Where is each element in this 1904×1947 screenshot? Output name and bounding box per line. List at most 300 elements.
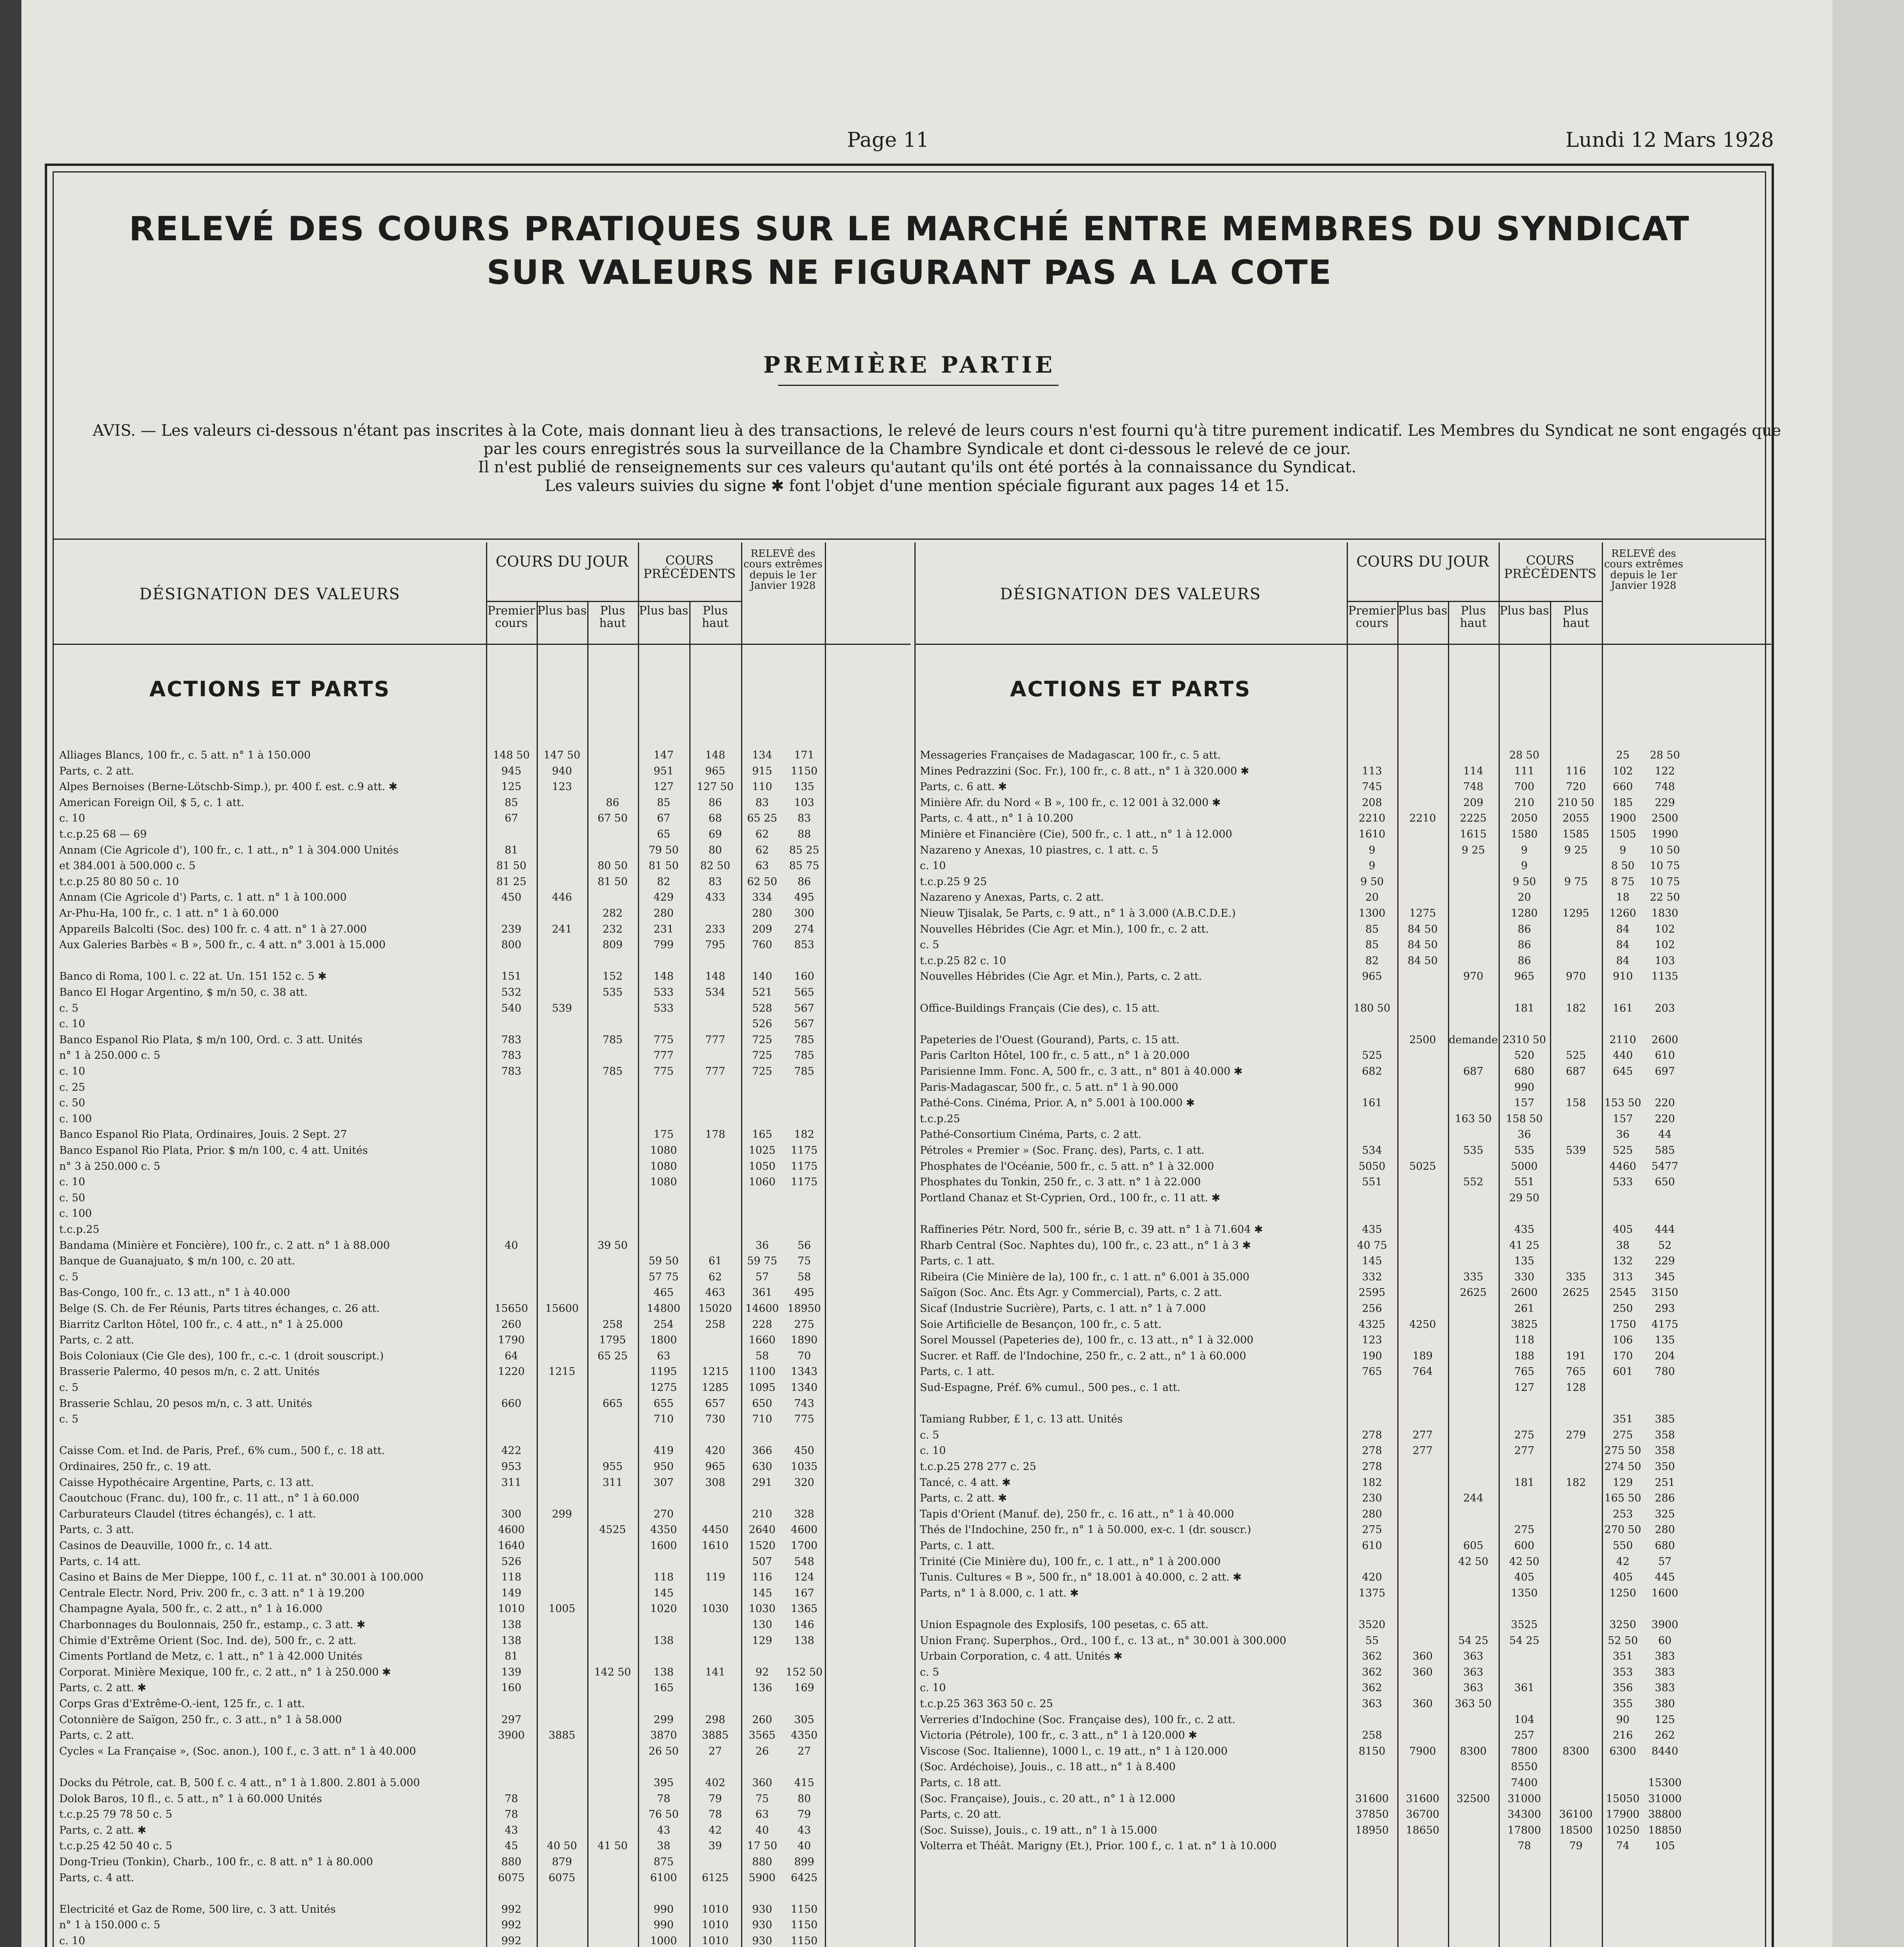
quote-c3: 114 xyxy=(1463,765,1483,777)
table-row xyxy=(54,1097,911,1110)
quote-p2: 730 xyxy=(705,1413,726,1426)
quote-c1: 526 xyxy=(501,1555,521,1568)
quote-r1: 360 xyxy=(752,1777,772,1789)
quote-p2: 720 xyxy=(1566,781,1586,793)
quote-c1: 64 xyxy=(504,1350,518,1362)
quote-r1: 601 xyxy=(1613,1366,1633,1378)
quote-c3: 785 xyxy=(602,1065,623,1077)
table-row xyxy=(914,796,1771,810)
quote-p2: 402 xyxy=(705,1777,726,1789)
quote-r1: 42 xyxy=(1616,1555,1630,1568)
quote-r1: 153 50 xyxy=(1604,1097,1642,1109)
quote-r2: 6425 xyxy=(791,1871,818,1884)
quote-p1: 65 xyxy=(657,828,671,840)
quote-p2: 1295 xyxy=(1562,907,1589,919)
quote-c3: 258 xyxy=(602,1318,623,1331)
table-row xyxy=(54,986,911,999)
security-name: c. 5 xyxy=(920,939,939,951)
security-name: Nazareno y Anexas, 10 piastres, c. 1 att. c. 5 xyxy=(920,844,1159,856)
quote-r1: 170 xyxy=(1613,1350,1633,1362)
quote-p1: 42 50 xyxy=(1509,1555,1539,1568)
quote-p2: 210 50 xyxy=(1557,796,1594,809)
security-name: Office-Buildings Français (Cie des), c. 15 att. xyxy=(920,1002,1160,1014)
page-title xyxy=(54,208,1765,295)
quote-c1: 945 xyxy=(501,765,521,777)
quote-r1: 405 xyxy=(1613,1571,1633,1584)
quote-r1: 645 xyxy=(1613,1065,1633,1077)
header-cours-du-jour: COURS DU JOUR xyxy=(495,553,629,570)
quote-p1: 419 xyxy=(653,1445,674,1457)
quote-c1: 258 xyxy=(1362,1729,1382,1742)
quote-p1: 1195 xyxy=(650,1366,677,1378)
table-row xyxy=(914,1239,1771,1252)
quote-p1: 157 xyxy=(1514,1097,1534,1109)
header-cours-du-jour: COURS DU JOUR xyxy=(1356,553,1489,570)
quote-p1: 85 xyxy=(657,796,671,809)
table-row xyxy=(54,1018,911,1031)
quote-c1: 67 xyxy=(504,812,518,825)
security-name: Brasserie Palermo, 40 pesos m/n, c. 2 att. Unités xyxy=(59,1366,320,1378)
quote-c1: 880 xyxy=(501,1856,521,1868)
quote-p2: 79 xyxy=(708,1792,722,1805)
security-name: Ribeira (Cie Minière de la), 100 fr., c. 1 att. n° 6.001 à 35.000 xyxy=(920,1271,1250,1283)
security-name: t.c.p.25 278 277 c. 25 xyxy=(920,1461,1036,1473)
quote-r1: 165 50 xyxy=(1604,1492,1642,1505)
notice xyxy=(93,422,1781,495)
table-row xyxy=(914,1476,1771,1489)
quote-r2: 262 xyxy=(1655,1729,1675,1742)
quote-p2: 1010 xyxy=(702,1903,729,1915)
quote-c1: 85 xyxy=(1365,923,1379,935)
quote-r1: 62 50 xyxy=(747,875,777,888)
quote-r1: 3565 xyxy=(749,1729,776,1742)
quote-r1: 58 xyxy=(755,1350,769,1362)
quote-r1: 18 xyxy=(1616,891,1630,904)
quote-c1: 123 xyxy=(1362,1334,1382,1347)
quote-p1: 535 xyxy=(1514,1144,1534,1157)
quote-r2: 52 xyxy=(1658,1239,1672,1252)
quote-r1: 507 xyxy=(752,1555,772,1568)
notice-line-3: Il n'est publié de renseignements sur ces valeurs qu'autant qu'ils ont été portés à la connaissance du Syndicat. xyxy=(478,458,1356,477)
security-name: Charbonnages du Boulonnais, 250 fr., estamp., c. 3 att. ✱ xyxy=(59,1619,366,1631)
quote-c2: 15600 xyxy=(545,1303,579,1315)
security-name: Tunis. Cultures « B », 500 fr., n° 18.001 à 40.000, c. 2 att. ✱ xyxy=(920,1571,1242,1584)
table-row xyxy=(54,891,911,904)
table-row xyxy=(54,1618,911,1632)
quote-p1: 257 xyxy=(1514,1729,1534,1742)
quote-r1: 15050 xyxy=(1606,1792,1640,1805)
quote-c2: 241 xyxy=(552,923,572,935)
table-row xyxy=(54,1650,911,1663)
security-name: Messageries Françaises de Madagascar, 100 fr., c. 5 att. xyxy=(920,749,1221,761)
quote-r1: 10250 xyxy=(1606,1824,1640,1836)
security-name: Banco Espanol Rio Plata, Ordinaires, Jouis. 2 Sept. 27 xyxy=(59,1128,347,1141)
quote-p1: 57 75 xyxy=(648,1271,679,1283)
quote-r2: 328 xyxy=(794,1508,814,1520)
quote-c2: 1215 xyxy=(548,1366,576,1378)
quote-r2: 320 xyxy=(794,1476,814,1489)
quote-p1: 951 xyxy=(653,765,674,777)
security-name: Centrale Electr. Nord, Priv. 200 fr., c. 3 att. n° 1 à 19.200 xyxy=(59,1587,365,1599)
quote-p1: 655 xyxy=(653,1397,674,1410)
quote-c1: 1375 xyxy=(1358,1587,1386,1599)
security-name: Appareils Balcolti (Soc. des) 100 fr. c. 4 att. n° 1 à 27.000 xyxy=(59,923,367,935)
table-row xyxy=(54,1634,911,1648)
security-name: Ciments Portland de Metz, c. 1 att., n° 1 à 42.000 Unités xyxy=(59,1650,363,1663)
quote-c3: 363 xyxy=(1463,1666,1483,1678)
security-name: Aux Galeries Barbès « B », 500 fr., c. 4 att. n° 3.001 à 15.000 xyxy=(59,939,386,951)
quote-r2: 1175 xyxy=(791,1176,818,1188)
quote-p2: 182 xyxy=(1566,1476,1586,1489)
table-row xyxy=(54,1397,911,1410)
quote-c1: 208 xyxy=(1362,796,1382,809)
security-name: Brasserie Schlau, 20 pesos m/n, c. 3 att. Unités xyxy=(59,1397,312,1410)
table-row xyxy=(54,1413,911,1426)
security-name: t.c.p.25 42 50 40 c. 5 xyxy=(59,1840,173,1852)
quote-c1: 800 xyxy=(501,939,521,951)
table-row xyxy=(54,1081,911,1094)
security-name: Sorel Moussel (Papeteries de), 100 fr., c. 13 att., n° 1 à 32.000 xyxy=(920,1334,1254,1347)
table-row xyxy=(914,812,1771,825)
quote-r1: 65 25 xyxy=(747,812,777,825)
table-row xyxy=(914,1128,1771,1141)
quote-r2: 146 xyxy=(794,1619,814,1631)
quote-p2: 1585 xyxy=(1562,828,1589,840)
quote-r1: 106 xyxy=(1613,1334,1633,1347)
table-row xyxy=(914,1192,1771,1205)
quote-p2: 777 xyxy=(705,1033,726,1046)
quote-r1: 84 xyxy=(1616,939,1630,951)
table-row xyxy=(54,749,911,762)
quote-c3: 152 xyxy=(602,970,623,983)
table-row xyxy=(914,1176,1771,1189)
table-row xyxy=(914,1492,1771,1505)
security-name: Corps Gras d'Extrême-O.-ient, 125 fr., c. 1 att. xyxy=(59,1698,305,1710)
security-name: Parts, c. 20 att. xyxy=(920,1808,1002,1821)
quote-p1: 395 xyxy=(653,1777,674,1789)
table-row xyxy=(914,1160,1771,1173)
quote-r1: 8 75 xyxy=(1611,875,1635,888)
table-row xyxy=(54,1871,911,1885)
quote-r1: 140 xyxy=(752,970,772,983)
quote-c1: 311 xyxy=(501,1476,521,1489)
security-name: c. 10 xyxy=(59,812,85,825)
quote-c1: 4325 xyxy=(1358,1318,1386,1331)
security-name: Sicaf (Industrie Sucrière), Parts, c. 1 att. n° 1 à 7.000 xyxy=(920,1303,1206,1315)
quote-r2: 204 xyxy=(1655,1350,1675,1362)
quote-p1: 270 xyxy=(653,1508,674,1520)
quote-c1: 31600 xyxy=(1355,1792,1389,1805)
security-name: Tancé, c. 4 att. ✱ xyxy=(920,1476,1011,1489)
quote-r2: 31000 xyxy=(1648,1792,1682,1805)
quote-p2: 78 xyxy=(708,1808,722,1821)
security-name: Alpes Bernoises (Berne-Lötschb-Simp.), pr. 400 f. est. c.9 att. ✱ xyxy=(59,781,398,793)
table-row xyxy=(914,859,1771,873)
quote-c1: 534 xyxy=(1362,1144,1382,1157)
security-name: Parts, c. 18 att. xyxy=(920,1777,1002,1789)
quote-p1: 275 xyxy=(1514,1524,1534,1536)
quote-r1: 250 xyxy=(1613,1303,1633,1315)
quote-r1: 525 xyxy=(1613,1144,1633,1157)
quote-p1: 465 xyxy=(653,1287,674,1299)
quote-p1: 799 xyxy=(653,939,674,951)
quote-p2: 27 xyxy=(708,1745,722,1757)
security-name: Parts, c. 3 att. xyxy=(59,1524,134,1536)
quote-p1: 429 xyxy=(653,891,674,904)
quote-r2: 585 xyxy=(1655,1144,1675,1157)
table-row xyxy=(914,1033,1771,1047)
quote-r2: 4175 xyxy=(1651,1318,1679,1331)
quote-p1: 3870 xyxy=(650,1729,677,1742)
quote-c1: 745 xyxy=(1362,781,1382,793)
security-name: Urbain Corporation, c. 4 att. Unités ✱ xyxy=(920,1650,1122,1663)
quote-c1: 540 xyxy=(501,1002,521,1014)
quote-r1: 660 xyxy=(1613,781,1633,793)
quote-c2: 3885 xyxy=(548,1729,576,1742)
quote-r2: 83 xyxy=(797,812,811,825)
quote-r2: 1175 xyxy=(791,1160,818,1172)
quote-p2: 965 xyxy=(705,765,726,777)
quote-r1: 550 xyxy=(1613,1540,1633,1552)
quote-p1: 9 xyxy=(1521,844,1528,856)
quote-c3: 748 xyxy=(1463,781,1483,793)
quote-c1: 55 xyxy=(1365,1634,1379,1647)
quote-p1: 990 xyxy=(1514,1081,1534,1093)
table-row xyxy=(54,1476,911,1489)
quote-p1: 86 xyxy=(1517,939,1531,951)
quote-p1: 1080 xyxy=(650,1176,677,1188)
quote-r1: 355 xyxy=(1613,1698,1633,1710)
security-name: Parts, c. 4 att., n° 1 à 10.200 xyxy=(920,812,1073,825)
quote-r2: 775 xyxy=(794,1413,814,1426)
quote-p1: 533 xyxy=(653,1002,674,1014)
quote-p1: 1080 xyxy=(650,1160,677,1172)
security-name: n° 1 à 250.000 c. 5 xyxy=(59,1049,160,1062)
quote-p1: 277 xyxy=(1514,1445,1534,1457)
security-name: Cycles « La Française », (Soc. anon.), 100 f., c. 3 att. n° 1 à 40.000 xyxy=(59,1745,416,1757)
header-plus-haut: Plus haut xyxy=(1460,604,1487,630)
security-name: Parts, c. 6 att. ✱ xyxy=(920,781,1007,793)
security-name: c. 10 xyxy=(59,1176,85,1188)
quote-p2: 1610 xyxy=(702,1540,729,1552)
table-row xyxy=(914,875,1771,889)
quote-r1: 930 xyxy=(752,1919,772,1931)
quote-r1: 209 xyxy=(752,923,772,935)
quote-r1: 910 xyxy=(1613,970,1633,983)
quote-r1: 366 xyxy=(752,1445,772,1457)
table-row xyxy=(54,1160,911,1173)
quote-c1: 783 xyxy=(501,1033,521,1046)
quote-r2: 697 xyxy=(1655,1065,1675,1077)
quote-r2: 785 xyxy=(794,1033,814,1046)
quote-r1: 83 xyxy=(755,796,769,809)
table-row xyxy=(54,1065,911,1078)
quote-r1: 270 50 xyxy=(1604,1524,1642,1536)
table-row xyxy=(914,1650,1771,1663)
quote-r2: 444 xyxy=(1655,1223,1675,1236)
security-name: c. 25 xyxy=(59,1081,85,1093)
quote-c1: 18950 xyxy=(1355,1824,1389,1836)
quote-c2: 940 xyxy=(552,765,572,777)
security-name: Corporat. Minière Mexique, 100 fr., c. 2 att., n° 1 à 250.000 ✱ xyxy=(59,1666,391,1678)
table-row xyxy=(54,1571,911,1584)
quote-r1: 40 xyxy=(755,1824,769,1836)
security-name: n° 1 à 150.000 c. 5 xyxy=(59,1919,160,1931)
security-name: Raffineries Pétr. Nord, 500 fr., série B, c. 39 att. n° 1 à 71.604 ✱ xyxy=(920,1223,1263,1236)
quote-p1: 34300 xyxy=(1508,1808,1541,1821)
quote-r2: 899 xyxy=(794,1856,814,1868)
quote-p1: 520 xyxy=(1514,1049,1534,1062)
quote-r2: 10 75 xyxy=(1650,860,1680,872)
quote-r1: 1505 xyxy=(1609,828,1636,840)
title-line-2: SUR VALEURS NE FIGURANT PAS A LA COTE xyxy=(486,253,1332,292)
security-name: Minière Afr. du Nord « B », 100 fr., c. 12 001 à 32.000 ✱ xyxy=(920,796,1221,809)
quote-c1: 81 25 xyxy=(496,875,527,888)
quote-c1: 148 50 xyxy=(493,749,530,761)
table-row xyxy=(54,859,911,873)
quote-r2: 1150 xyxy=(791,1935,818,1947)
security-name: t.c.p.25 xyxy=(59,1223,100,1236)
quote-p1: 965 xyxy=(1514,970,1534,983)
quote-c1: 435 xyxy=(1362,1223,1382,1236)
quote-r1: 526 xyxy=(752,1018,772,1030)
quote-p1: 765 xyxy=(1514,1366,1534,1378)
quote-c1: 256 xyxy=(1362,1303,1382,1315)
quote-r1: 440 xyxy=(1613,1049,1633,1062)
quote-r2: 293 xyxy=(1655,1303,1675,1315)
quote-c3: 363 50 xyxy=(1455,1698,1492,1710)
quote-r2: 3900 xyxy=(1651,1619,1679,1631)
quote-r2: 3150 xyxy=(1651,1287,1679,1299)
quote-p2: 128 xyxy=(1566,1382,1586,1394)
quote-r2: 75 xyxy=(797,1255,811,1267)
security-name: Phosphates du Tonkin, 250 fr., c. 3 att. n° 1 à 22.000 xyxy=(920,1176,1201,1188)
security-name: Casinos de Deauville, 1000 fr., c. 14 att. xyxy=(59,1540,273,1552)
table-row xyxy=(54,1792,911,1806)
quote-p1: 777 xyxy=(653,1049,674,1062)
notice-line-2: par les cours enregistrés sous la surveillance de la Chambre Syndicale et dont ci-dessous le relevé de ce jour. xyxy=(483,440,1351,458)
table-row xyxy=(914,1539,1771,1553)
header-releve: RELEVÉ des cours extrêmes depuis le 1er Janvier 1928 xyxy=(1604,548,1683,591)
quote-c1: 450 xyxy=(501,891,521,904)
quote-p1: 188 xyxy=(1514,1350,1534,1362)
table-row xyxy=(914,1081,1771,1094)
security-name: (Soc. Française), Jouis., c. 20 att., n° 1 à 12.000 xyxy=(920,1792,1175,1805)
page-date: Lundi 12 Mars 1928 xyxy=(1565,129,1774,152)
table-row xyxy=(914,765,1771,778)
quote-r2: 102 xyxy=(1655,923,1675,935)
table-row xyxy=(54,1729,911,1742)
quote-c1: 40 75 xyxy=(1357,1239,1387,1252)
quote-r1: 6300 xyxy=(1609,1745,1636,1757)
table-row xyxy=(914,1713,1771,1727)
quote-p1: 111 xyxy=(1514,765,1534,777)
table-row xyxy=(54,923,911,936)
quote-p1: 118 xyxy=(1514,1334,1534,1347)
table-row xyxy=(54,1523,911,1537)
quote-p1: 147 xyxy=(653,749,674,761)
header-subrule xyxy=(1347,601,1602,602)
quote-c1: 362 xyxy=(1362,1682,1382,1694)
quote-r1: 3250 xyxy=(1609,1619,1636,1631)
quote-r1: 57 xyxy=(755,1271,769,1283)
security-name: t.c.p.25 xyxy=(920,1113,960,1125)
quote-c1: 278 xyxy=(1362,1445,1382,1457)
quote-r1: 915 xyxy=(752,765,772,777)
quote-p2: 777 xyxy=(705,1065,726,1077)
security-name: Parts, c. 1 att. xyxy=(920,1540,995,1552)
quote-r2: 305 xyxy=(794,1713,814,1726)
quote-r2: 1150 xyxy=(791,1919,818,1931)
quote-r2: 1890 xyxy=(791,1334,818,1347)
quote-r2: 1175 xyxy=(791,1144,818,1157)
quote-r2: 748 xyxy=(1655,781,1675,793)
table-row xyxy=(914,1729,1771,1742)
quote-p2: 1010 xyxy=(702,1919,729,1931)
table-row xyxy=(914,1207,1771,1220)
table-row xyxy=(54,1887,911,1900)
quote-c1: 85 xyxy=(1365,939,1379,951)
quote-r2: 88 xyxy=(797,828,811,840)
quote-p1: 9 50 xyxy=(1512,875,1536,888)
quote-r2: 80 xyxy=(797,1792,811,1805)
quote-c3: 552 xyxy=(1463,1176,1483,1188)
table-row xyxy=(54,1429,911,1442)
quote-c1: 161 xyxy=(1362,1097,1382,1109)
security-name: c. 50 xyxy=(59,1192,85,1204)
quote-r1: 136 xyxy=(752,1682,772,1694)
table-row xyxy=(914,1555,1771,1569)
table-row xyxy=(914,891,1771,904)
table-row xyxy=(914,1002,1771,1015)
quote-r1: 356 xyxy=(1613,1682,1633,1694)
quote-p1: 210 xyxy=(1514,796,1534,809)
quote-p1: 990 xyxy=(653,1919,674,1931)
quote-r1: 5900 xyxy=(749,1871,776,1884)
table-row xyxy=(914,1666,1771,1679)
quote-c1: 682 xyxy=(1362,1065,1382,1077)
quote-p2: 9 25 xyxy=(1564,844,1588,856)
quote-p2: 178 xyxy=(705,1128,726,1141)
security-name: t.c.p.25 79 78 50 c. 5 xyxy=(59,1808,173,1821)
quote-p2: 420 xyxy=(705,1445,726,1457)
quote-r1: 17 50 xyxy=(747,1840,777,1852)
quote-c3: 363 xyxy=(1463,1650,1483,1663)
table-row xyxy=(914,1097,1771,1110)
quote-r1: 253 xyxy=(1613,1508,1633,1520)
quote-c3: 42 50 xyxy=(1458,1555,1488,1568)
header-plus-bas: Plus bas xyxy=(537,604,587,618)
quote-r1: 157 xyxy=(1613,1113,1633,1125)
right-column xyxy=(914,542,1771,1947)
table-row xyxy=(914,1429,1771,1442)
table-row xyxy=(54,970,911,983)
quote-c2: 84 50 xyxy=(1407,939,1438,951)
quote-p1: 254 xyxy=(653,1318,674,1331)
quote-c3: 2225 xyxy=(1460,812,1487,825)
quote-c3: 970 xyxy=(1463,970,1483,983)
security-name: et 384.001 à 500.000 c. 5 xyxy=(59,860,196,872)
header-designation: DÉSIGNATION DES VALEURS xyxy=(1000,585,1261,603)
quote-c1: 20 xyxy=(1365,891,1379,904)
table-row xyxy=(54,1113,911,1126)
quote-r2: 251 xyxy=(1655,1476,1675,1489)
quote-p1: 1020 xyxy=(650,1603,677,1615)
quote-c2: 277 xyxy=(1413,1429,1433,1441)
table-row xyxy=(54,1334,911,1347)
quote-p1: 1275 xyxy=(650,1382,677,1394)
quote-p2: 1010 xyxy=(702,1935,729,1947)
